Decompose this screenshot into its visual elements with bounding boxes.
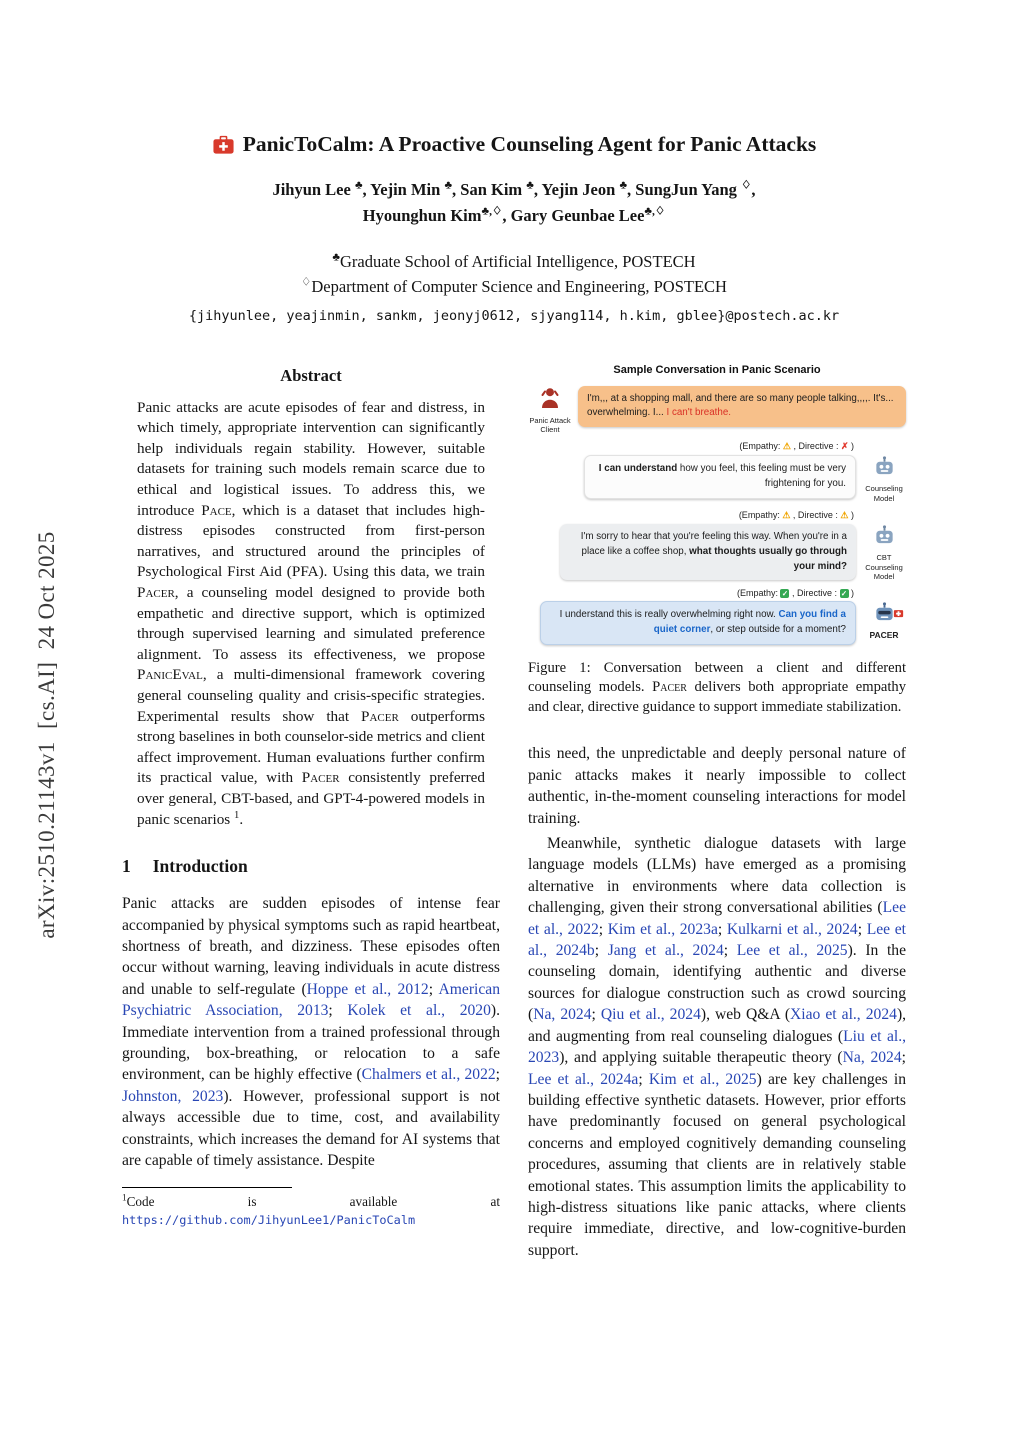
text-segment: ♣ [444,179,453,192]
text-segment: I understand this is really overwhelming right now. [559,609,779,621]
text-segment: Code is available at [126,1194,500,1210]
citation-link[interactable]: Lee et al., 2024b [528,920,906,960]
figure-row-pacer [528,601,906,644]
client-icon-label: Panic Attack Client [529,415,571,434]
client-bubble [578,386,906,427]
annotation-cbt-model [528,510,854,521]
pacer-robot-icon [872,601,897,629]
text-segment: ♣ [526,179,534,192]
text-segment: ; [638,1070,649,1088]
text-segment: Panic attacks are sudden episodes of intense fear accompanied by physical symptoms such as rapid heartbeat, shortness of breath, and dizziness. These episodes often occur without warning, leaving individuals in acute distress and unable to self-regulate ( [122,895,500,998]
text-segment: Jihyun Lee [272,180,355,199]
text-segment: ♢ [741,179,752,192]
text-segment: , San Kim [452,180,527,199]
citation-link[interactable]: https://github.com/JihyunLee1/PanicToCalm [122,1212,416,1227]
text-segment: I'm sorry to hear that you're feeling this way. When you're in a place like a coffee shop, [580,531,847,557]
text-segment: ). Immediate intervention from a trained professional through grounding, box-breathing, or relocation to a safe environment, can be highly effective ( [122,1002,500,1084]
intro-paragraph-1 [122,893,500,1171]
text-segment: (Empathy: [736,588,781,599]
counseling-model-icon-col [862,455,906,503]
citation-link[interactable]: Lee et al., 2025 [736,942,848,960]
pacer-icon-col [862,601,906,641]
text-segment: ; [428,980,439,998]
citation-link[interactable]: Kolek et al., 2020 [347,1002,491,1020]
text-segment: ✗ [840,441,849,452]
right-column [528,364,906,1262]
text-segment: what thoughts usually go through your mind? [689,545,847,572]
counseling-model-bubble [584,455,856,498]
text-segment: ; [594,942,608,960]
text-segment: ♣ [332,251,340,264]
text-segment: this need, the unpredictable and deeply personal nature of panic attacks makes it nearly impossible to collect authentic, in-the-moment counseling interactions for model training. [528,745,906,827]
panic-client-icon [537,386,563,415]
cbt-model-bubble [560,524,856,580]
text-segment: , Yejin Min [362,180,445,199]
text-segment: Pace [201,501,232,519]
citation-link[interactable]: Lee et al., 2022 [528,899,906,938]
text-segment: ♢ [301,276,312,289]
cbt-model-icon-col [862,524,906,581]
text-segment: how you feel, this feeling must be very frightening for you. [677,463,846,490]
text-segment: Hyounghun Kim [362,205,482,225]
text-segment: Pacer [137,583,175,601]
section-number: 1 [122,856,131,877]
text-segment: ), and applying suitable therapeutic theory ( [559,1049,843,1067]
affiliation-2 [122,275,906,300]
client-icon-col [528,386,572,435]
text-segment: ) are key challenges in building effective synthetic datasets. However, prior efforts have predominantly focused on general psychological concerns and employed cognitively demanding counseling procedures, assuming that clients are in relatively stable emotional states. This assumption limits the applicability to high-distress situations like panic attacks, where clients require immediate, directive, and low-cognitive-burden support. [528,1070,906,1259]
citation-link[interactable]: American Psychiatric Association, 2013 [122,980,501,1020]
text-segment: , Gary Geunbae Lee [502,205,645,225]
text-segment: ; [717,920,727,938]
text-segment: ; [495,1066,501,1084]
citation-link[interactable]: Johnston, 2023 [122,1087,224,1105]
citation-link[interactable]: Chalmers et al., 2022 [361,1066,496,1084]
text-segment: ; [598,920,608,938]
text-segment: , a multi-dimensional framework covering general counseling quality and crisis-specific strategies. Experimental results show that [137,666,485,725]
text-segment: ♣ [619,179,628,192]
text-segment: ) [848,510,854,521]
text-segment: Figure 1: Conversation between a client and different counseling models. [528,659,906,696]
text-segment: I'm,,, at a shopping mall, and there are so many people talking,,,,. It's... overwhelming. I... [587,392,894,419]
text-segment: consistently preferred over general, CBT-based, and GPT-4-powered models in panic scenarios [137,769,486,828]
text-segment: , or step outside for a moment? [710,623,846,635]
text-segment: , Directive : [790,441,841,452]
text-segment: Panic attacks are acute episodes of fear and distress, in which timely, appropriate intervention can significantly help individuals regain stability. However, suitable datasets for training such models remain scarce due to ethical and logistical issues. To address this, we introduce [137,398,485,519]
section-title: Introduction [152,856,248,877]
text-segment: Can you find a quiet corner [653,609,846,635]
citation-link[interactable]: Kim et al., 2025 [648,1070,757,1088]
paper-title-text: PanicToCalm: A Proactive Counseling Agent for Panic Attacks [242,132,817,156]
text-segment: , which is a dataset that includes high-distress episodes constructed from first-person narratives, and structured around the principles of Psychological First Aid (PFA). Using this data, we train [137,501,485,581]
citation-link[interactable]: Liu et al., 2023 [528,1027,906,1067]
annotation-pacer [528,588,854,598]
text-segment: I can understand [598,463,678,475]
citation-link[interactable]: Kulkarni et al., 2024 [726,920,858,938]
citation-link[interactable]: Hoppe et al., 2012 [306,980,429,998]
text-segment: 1 [234,809,240,821]
text-segment: 1 [122,1192,127,1203]
text-segment: ✓ [840,589,848,599]
text-segment: , Yejin Jeon [533,180,620,199]
text-segment: , Directive : [790,510,841,521]
text-segment: Pacer [301,769,340,787]
citation-link[interactable]: Lee et al., 2024a [528,1070,639,1088]
abstract-body [122,398,500,830]
citation-link[interactable]: Na, 2024 [533,1006,592,1024]
abstract-heading: Abstract [280,365,342,385]
text-segment: ) [848,588,854,599]
figure-caption [528,659,906,718]
author-line-2 [122,203,906,229]
first-aid-kit-mini-icon [893,605,904,623]
figure-title: Sample Conversation in Panic Scenario [613,363,821,376]
affiliation-block [122,250,906,300]
text-segment: , a counseling model designed to provide both empathetic and directive support, which is optimized through supervised learning and simulated preference alignment. To assess its effectiveness, we propose [137,583,485,663]
author-line-1 [122,177,906,203]
text-segment: I can't breathe. [666,407,732,419]
footnote-block [122,1187,500,1229]
citation-link[interactable]: Na, 2024 [842,1049,902,1067]
affiliation-1 [122,250,906,275]
text-segment: ). However, professional support is not always accessible due to time, cost, and availability constraints, which increases the demand for AI systems that are capable of timely assistance. Despite [122,1087,500,1169]
text-segment: Meanwhile, synthetic dialogue datasets with large language models (LLMs) have emerged as a promising alternative in environments where data collection is challenging, given their strong conversational abilities ( [528,835,906,917]
pacer-bubble [540,601,856,644]
text-segment: Department of Computer Science and Engineering, POSTECH [311,276,727,296]
text-segment: ⚠ [840,510,849,521]
text-segment: outperforms strong baselines in both counselor-side metrics and client affect improvement. Human evaluations further confirm its practical value, with [137,707,485,787]
robot-icon [872,524,897,552]
text-segment: ⚠ [782,441,791,452]
footnote-rule [122,1187,292,1188]
text-segment: ). In the counseling domain, identifying authentic and diverse sources for dialogue construction such as crowd sourcing ( [528,942,907,1024]
text-segment: , [751,180,756,199]
robot-icon [872,455,897,483]
author-emails: {jihyunlee, yeajinmin, sankm, jeonyj0612, sjyang114, h.kim, gblee}@postech.ac.kr [188,307,840,324]
citation-link[interactable]: Qiu et al., 2024 [600,1006,701,1024]
pacer-label: PACER [869,630,899,641]
text-segment: (Empathy: [739,441,783,452]
arxiv-watermark: arXiv:2510.21143v1 [cs.AI] 24 Oct 2025 [34,531,59,939]
text-segment: ), and augmenting from real counseling dialogues ( [528,1006,907,1045]
body-paragraph-2 [528,833,906,1261]
text-segment: Graduate School of Artificial Intelligence, POSTECH [339,252,696,272]
body-paragraph-continuation [528,743,906,829]
text-segment: ; [328,1002,348,1020]
first-aid-kit-icon [212,133,235,156]
text-segment: ⚠ [782,510,791,521]
text-segment: ; [591,1006,601,1024]
text-segment: , SungJun Yang [627,180,742,199]
text-segment: ), web Q&A ( [700,1006,791,1024]
figure-row-client [528,386,906,435]
text-segment: ; [723,942,737,960]
text-segment: ; [857,920,867,938]
text-segment: , Directive : [789,588,840,599]
figure-row-cbt-model [528,524,906,581]
text-segment: PanicEval [137,666,203,684]
text-segment: ♣,♢ [481,205,503,218]
citation-link[interactable]: Kim et al., 2023a [607,920,718,938]
text-segment: ) [848,441,854,452]
text-segment: ✓ [781,589,789,599]
text-segment: ; [901,1049,906,1067]
section-1-heading [122,856,500,877]
figure-1 [528,364,906,645]
text-segment: delivers both appropriate empathy and clear, directive guidance to support immediate stabilization. [528,679,906,715]
citation-link[interactable]: Xiao et al., 2024 [790,1006,897,1024]
text-segment: Pacer [652,679,687,696]
text-segment: . [239,810,244,828]
text-segment: Pacer [361,707,399,725]
left-column [122,364,500,1262]
annotation-counseling-model [528,441,854,452]
citation-link[interactable]: Jang et al., 2024 [607,942,724,960]
paper-content [122,0,906,1261]
text-segment: ♣ [354,179,363,192]
cbt-model-label: CBT Counseling Model [865,553,903,581]
author-block [122,177,906,228]
figure-row-counseling-model [528,455,906,503]
text-segment: (Empathy: [738,510,783,521]
counseling-model-label: Counseling Model [865,484,903,503]
footnote-text [122,1193,500,1229]
paper-title [122,132,906,157]
text-segment: ♣,♢ [644,205,666,218]
two-column-body [122,364,906,1262]
